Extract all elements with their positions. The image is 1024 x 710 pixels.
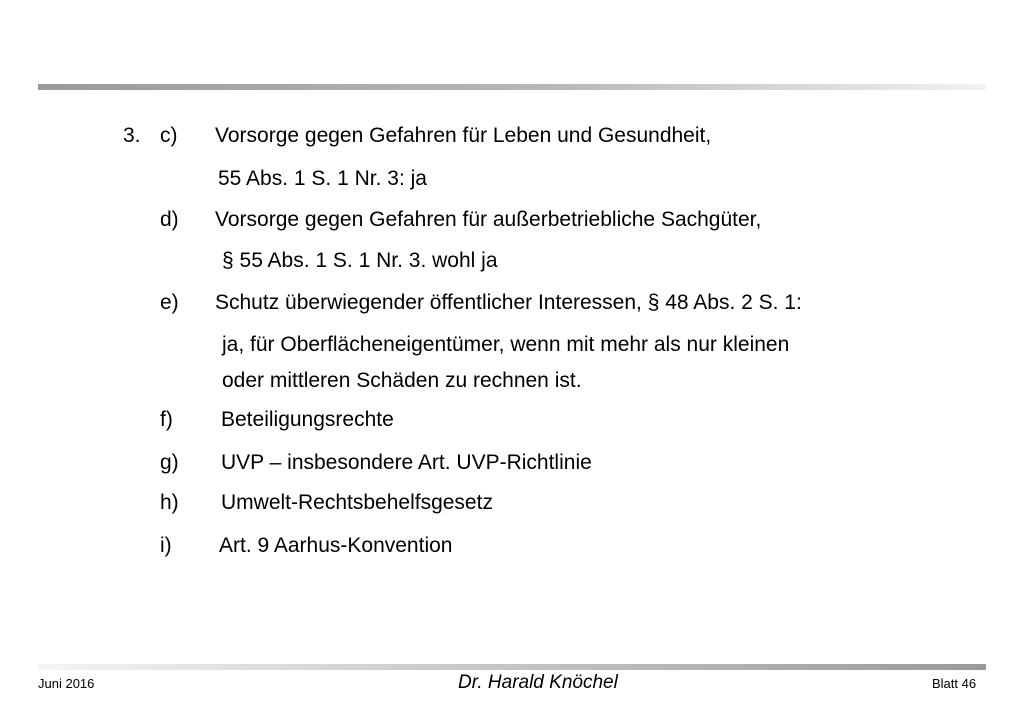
item-h-text: Umwelt-Rechtsbehelfsgesetz — [221, 491, 493, 514]
item-i-text: Art. 9 Aarhus-Konvention — [219, 534, 453, 557]
item-c-letter: c) — [160, 124, 178, 147]
item-c-text: Vorsorge gegen Gefahren für Leben und Gesundheit, — [215, 124, 712, 147]
item-h-letter: h) — [160, 491, 179, 514]
item-g-text: UVP – insbesondere Art. UVP-Richtlinie — [221, 451, 592, 474]
item-d-letter: d) — [160, 208, 179, 231]
item-e-detail-line1: ja, für Oberflächeneigentümer, wenn mit mehr als nur kleinen — [222, 333, 790, 356]
footer-page-number: Blatt 46 — [932, 676, 977, 691]
item-e-text: Schutz überwiegender öffentlicher Interessen, § 48 Abs. 2 S. 1: — [215, 291, 802, 314]
footer-date: Juni 2016 — [38, 676, 95, 691]
bottom-divider — [38, 664, 986, 670]
item-3-number: 3. — [123, 124, 141, 147]
item-e-letter: e) — [160, 291, 179, 314]
item-d-detail: § 55 Abs. 1 S. 1 Nr. 3. wohl ja — [222, 249, 498, 272]
footer-author: Dr. Harald Knöchel — [458, 672, 618, 693]
item-c-detail: 55 Abs. 1 S. 1 Nr. 3: ja — [218, 167, 427, 190]
item-g-letter: g) — [160, 451, 179, 474]
item-f-letter: f) — [160, 408, 173, 431]
item-i-letter: i) — [160, 534, 172, 557]
item-d-text: Vorsorge gegen Gefahren für außerbetriebliche Sachgüter, — [215, 208, 762, 231]
item-e-detail-line2: oder mittleren Schäden zu rechnen ist. — [222, 369, 582, 392]
top-divider — [38, 84, 986, 90]
item-f-text: Beteiligungsrechte — [221, 408, 394, 431]
